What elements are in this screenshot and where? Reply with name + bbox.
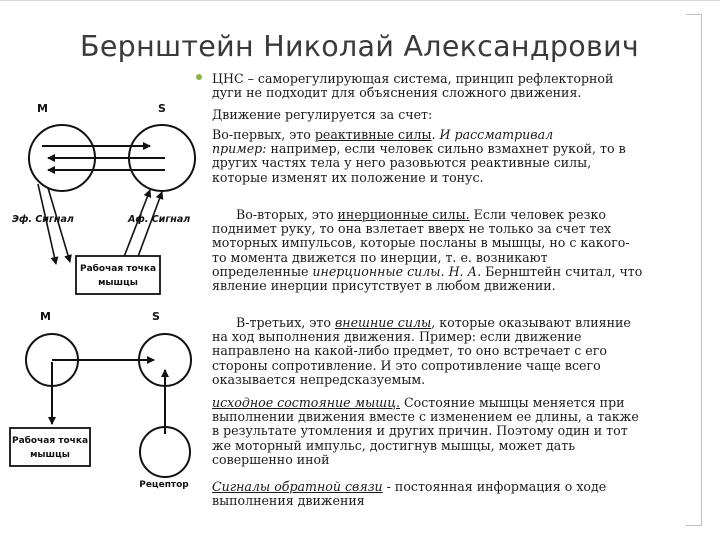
slide-title: Бернштейн Николай Александрович (80, 30, 640, 63)
bottom-box-line1: Рабочая точка (11, 436, 89, 446)
para-cns: ЦНС – саморегулирующая система, принцип рефлекторной дуги не подходит для объяснения сложного движения. (212, 71, 614, 101)
top-eff-line-2 (48, 188, 70, 262)
bottom-receptor-label: Рецептор (139, 480, 189, 490)
para-regulated: Движение регулируется за счет: (212, 107, 433, 122)
diagram-feedback (8, 306, 208, 506)
para-third: В-третьих, это внешние силы, которые оказывают влияние на ход выполнения движения. Пример: если движение направлено на какой-либо предмет, то оно встречает с его стороны сопротивление. И это сопротивление чаще всего оказывается непредсказуемым. (212, 315, 631, 387)
top-working-point-box (76, 256, 160, 294)
top-aff-signal: Аф. Сигнал (128, 214, 191, 225)
bottom-circle-receptor (140, 427, 190, 477)
bottom-working-point-box (10, 428, 90, 466)
para-second: Во-вторых, это инерционные силы. Если человек резко поднимет руку, то она взлетает вверх не только за счет тех моторных импульсов, которые посланы в мышцы, но с какого- то момента движется по инерции, т. е. возникают определенные инерционные силы. Н. А. Бернштейн считал, что явление инерции присутствует в любом движении. (212, 207, 643, 294)
top-eff-signal: Эф. Сигнал (12, 214, 74, 225)
para-first: Во-первых, это реактивные силы. И рассматривал пример: например, если человек сильно взмахнет рукой, то в других частях тела у него разовьются реактивные силы, которые изменят их положение и тонус. (212, 127, 626, 185)
top-aff-line-1 (122, 190, 150, 262)
top-box-line1: Рабочая точка (79, 264, 157, 274)
top-label-s: S (158, 102, 166, 115)
top-aff-line-2 (136, 192, 162, 262)
bottom-label-m: M (40, 310, 51, 323)
para-feedback: Сигналы обратной связи - постоянная информация о ходе выполнения движения (212, 479, 607, 509)
slide-frame-bracket (686, 14, 702, 526)
diagram-reflex-ring (10, 96, 210, 326)
bottom-label-s: S (152, 310, 160, 323)
top-box-line2: мышцы (98, 278, 138, 288)
bottom-box-line2: мышцы (30, 450, 70, 460)
para-muscle-state: исходное состояние мышц. Состояние мышцы меняется при выполнении движения вместе с изменением ее длины, а также в результате утомления и других причин. Поэтому один и тот же моторный импульс, достигнув мышцы, может дать совершенно иной (212, 395, 639, 467)
bullet-dot (196, 74, 202, 80)
top-label-m: M (37, 102, 48, 115)
slide-top-border (0, 0, 720, 10)
